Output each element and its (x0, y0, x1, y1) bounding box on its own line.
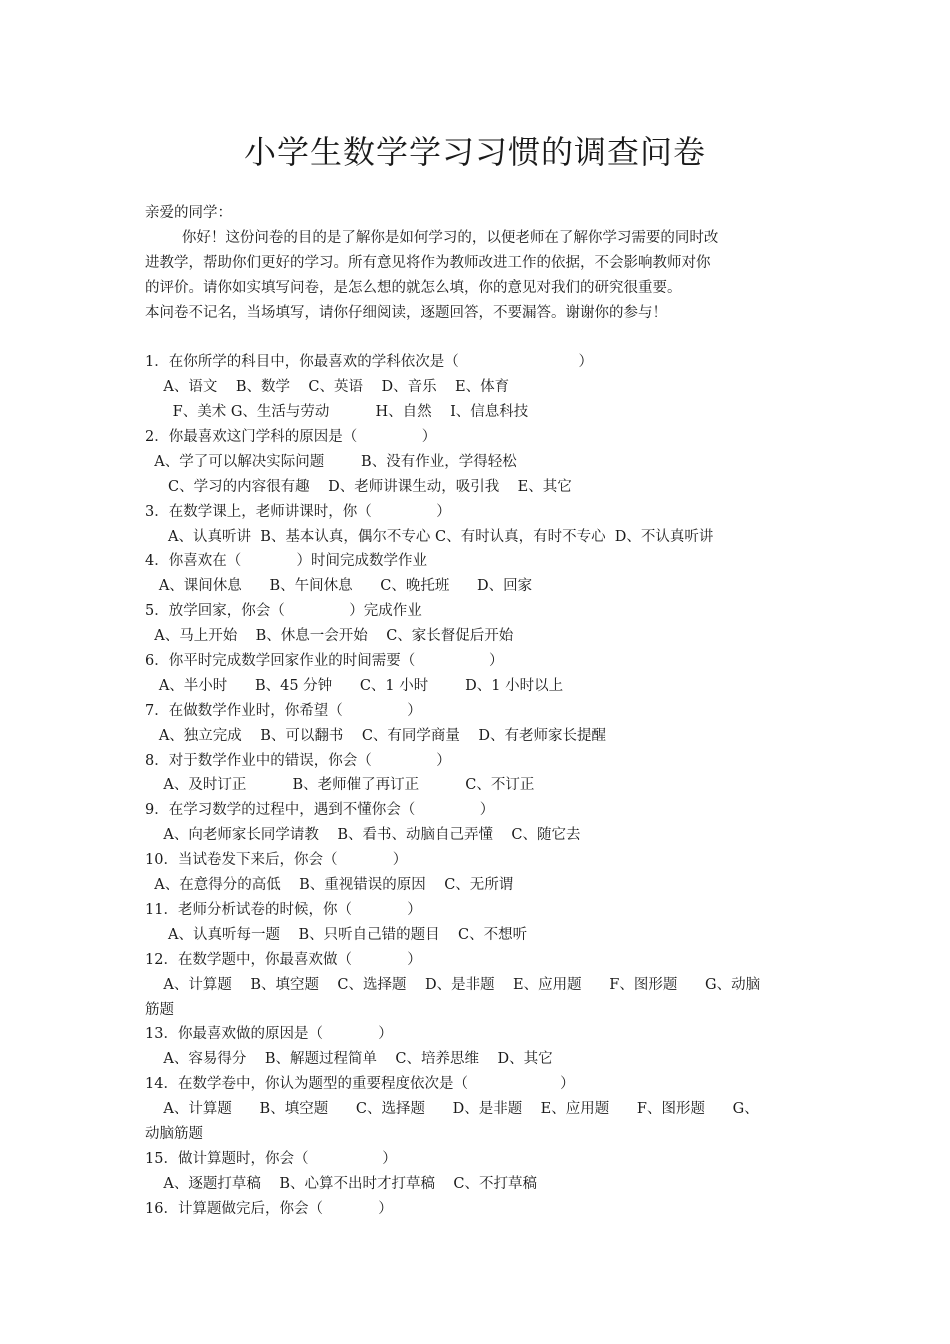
question-8: 8．对于数学作业中的错误，你会（ ） (145, 752, 451, 769)
page-title: 小学生数学学习习惯的调查问卷 (243, 133, 706, 171)
question-10-options: A、在意得分的高低 B、重视错误的原因 C、无所谓 (145, 877, 514, 894)
question-14-options: A、计算题 B、填空题 C、选择题 D、是非题 E、应用题 F、图形题 G、 (145, 1101, 759, 1118)
question-1: 1．在你所学的科目中，你最喜欢的学科依次是（ ） (145, 354, 594, 371)
question-5: 5．放学回家，你会（ ）完成作业 (145, 603, 422, 620)
question-2-options: C、学习的内容很有趣 D、老师讲课生动，吸引我 E、其它 (145, 478, 572, 495)
question-6-options: A、半小时 B、45 分钟 C、1 小时 D、1 小时以上 (145, 677, 564, 694)
question-11: 11．老师分析试卷的时候，你（ ） (145, 901, 422, 918)
question-11-options: A、认真听每一题 B、只听自己错的题目 C、不想听 (145, 926, 528, 943)
question-2: 2．你最喜欢这门学科的原因是（ ） (145, 429, 437, 446)
spacer (145, 325, 809, 350)
question-16: 16．计算题做完后，你会（ ） (145, 1200, 393, 1217)
question-5-options: A、马上开始 B、休息一会开始 C、家长督促后开始 (145, 628, 514, 645)
survey-body (145, 201, 809, 1222)
question-3-options: A、认真听讲 B、基本认真，偶尔不专心 C、有时认真，有时不专心 D、不认真听讲 (145, 528, 714, 545)
question-15: 15．做计算题时，你会（ ） (145, 1150, 397, 1167)
intro-paragraph-line: 进教学，帮助你们更好的学习。所有意见将作为教师改进工作的依据，不会影响教师对你 (145, 254, 711, 271)
question-10: 10．当试卷发下来后，你会（ ） (145, 852, 408, 869)
intro-paragraph-line: 的评价。请你如实填写问卷，是怎么想的就怎么填，你的意见对我们的研究很重要。 (145, 279, 682, 296)
question-12-options-wrap: 筋题 (145, 1001, 174, 1018)
question-3: 3．在数学课上，老师讲课时，你（ ） (145, 503, 451, 520)
question-12: 12．在数学题中，你最喜欢做（ ） (145, 951, 422, 968)
question-14-options-wrap: 动脑筋题 (145, 1125, 203, 1142)
question-1-options: F、美术 G、生活与劳动 H、自然 I、信息科技 (145, 404, 529, 421)
question-7-options: A、独立完成 B、可以翻书 C、有同学商量 D、有老师家长提醒 (145, 727, 606, 744)
intro-instructions: 本问卷不记名，当场填写，请你仔细阅读，逐题回答，不要漏答。谢谢你的参与！ (145, 304, 667, 321)
question-12-options: A、计算题 B、填空题 C、选择题 D、是非题 E、应用题 F、图形题 G、动脑 (145, 976, 761, 993)
question-8-options: A、及时订正 B、老师催了再订正 C、不订正 (145, 777, 535, 794)
question-4-options: A、课间休息 B、午间休息 C、晚托班 D、回家 (145, 578, 533, 595)
question-9-options: A、向老师家长同学请教 B、看书、动脑自己弄懂 C、随它去 (145, 827, 581, 844)
intro-paragraph-line: 你好！这份问卷的目的是了解你是如何学习的，以便老师在了解你学习需要的同时改 (145, 229, 719, 246)
question-13-options: A、容易得分 B、解题过程简单 C、培养思维 D、其它 (145, 1051, 553, 1068)
question-4: 4．你喜欢在（ ）时间完成数学作业 (145, 553, 428, 570)
question-13: 13．你最喜欢做的原因是（ ） (145, 1026, 393, 1043)
question-14: 14．在数学卷中，你认为题型的重要程度依次是（ ） (145, 1076, 575, 1093)
greeting: 亲爱的同学： (145, 205, 232, 221)
question-2-options: A、学了可以解决实际问题 B、没有作业，学得轻松 (145, 453, 517, 470)
question-15-options: A、逐题打草稿 B、心算不出时才打草稿 C、不打草稿 (145, 1175, 538, 1192)
question-9: 9．在学习数学的过程中，遇到不懂你会（ ） (145, 802, 495, 819)
question-1-options: A、语文 B、数学 C、英语 D、音乐 E、体育 (145, 379, 510, 396)
question-6: 6．你平时完成数学回家作业的时间需要（ ） (145, 653, 504, 670)
question-7: 7．在做数学作业时，你希望（ ） (145, 702, 422, 719)
